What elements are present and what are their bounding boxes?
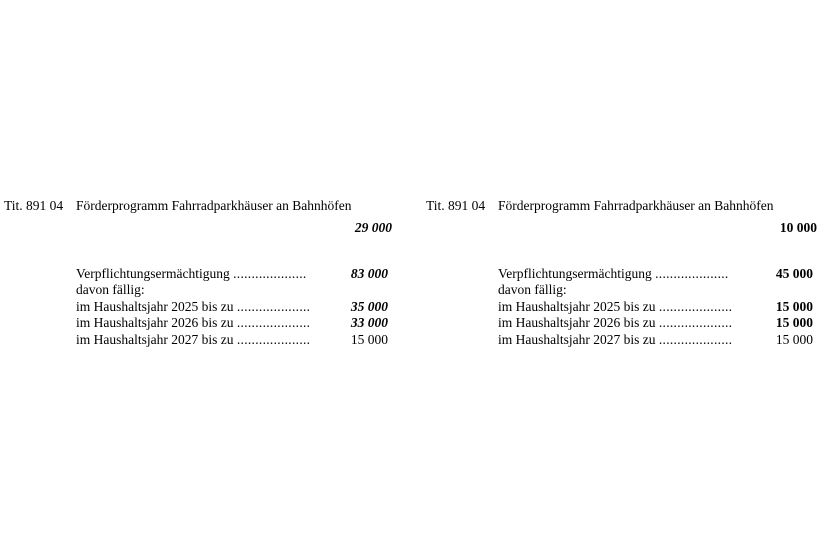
year-value: 15 000: [775, 298, 813, 314]
year-line-2026: [76, 315, 388, 331]
leader-dots: ....................: [236, 331, 311, 347]
leader-dots: ....................: [658, 315, 733, 331]
commitment-line: [498, 266, 813, 282]
commitment-line: [76, 266, 388, 282]
commitment-label: Verpflichtungsermächtigung: [76, 266, 230, 281]
year-label: im Haushaltsjahr 2027 bis zu: [498, 331, 656, 347]
commitment-value: 45 000: [775, 266, 813, 281]
commitment-label: Verpflichtungsermächtigung: [498, 266, 652, 281]
title-name: Förderprogramm Fahrradparkhäuser an Bahnhöfen: [76, 198, 352, 213]
year-value: 15 000: [350, 331, 388, 347]
year-line-2026: [498, 315, 813, 331]
year-label: im Haushaltsjahr 2027 bis zu: [76, 331, 234, 347]
leader-dots: ....................: [236, 315, 311, 331]
title-name: Förderprogramm Fahrradparkhäuser an Bahnhöfen: [498, 198, 774, 213]
leader-dots: ....................: [655, 266, 729, 281]
total-amount: 29 000: [354, 220, 392, 235]
year-label: im Haushaltsjahr 2025 bis zu: [76, 298, 234, 314]
davon-label: davon fällig:: [76, 282, 145, 298]
year-value: 15 000: [775, 331, 813, 347]
left-column: [4, 198, 392, 358]
title-row: [4, 198, 352, 214]
leader-dots: ....................: [233, 266, 307, 281]
year-line-2025: [76, 299, 388, 315]
year-label: im Haushaltsjahr 2025 bis zu: [498, 298, 656, 314]
davon-line: [76, 282, 388, 298]
title-code: Tit. 891 04: [426, 198, 486, 213]
leader-dots: ....................: [658, 331, 733, 347]
commitment-value: 83 000: [350, 266, 388, 281]
title-row: [426, 198, 774, 214]
year-value: 15 000: [775, 315, 813, 331]
year-line-2025: [498, 299, 813, 315]
year-label: im Haushaltsjahr 2026 bis zu: [498, 315, 656, 331]
davon-label: davon fällig:: [498, 282, 567, 298]
davon-line: [498, 282, 813, 298]
year-line-2027: [498, 332, 813, 348]
year-value: 35 000: [350, 298, 388, 314]
leader-dots: ....................: [658, 298, 733, 314]
right-column: [426, 198, 817, 358]
year-line-2027: [76, 332, 388, 348]
year-label: im Haushaltsjahr 2026 bis zu: [76, 315, 234, 331]
year-value: 33 000: [350, 315, 388, 331]
commitment-block: [498, 266, 813, 348]
total-amount: 10 000: [779, 220, 817, 235]
commitment-block: [76, 266, 388, 348]
title-code: Tit. 891 04: [4, 198, 64, 213]
leader-dots: ....................: [236, 298, 311, 314]
